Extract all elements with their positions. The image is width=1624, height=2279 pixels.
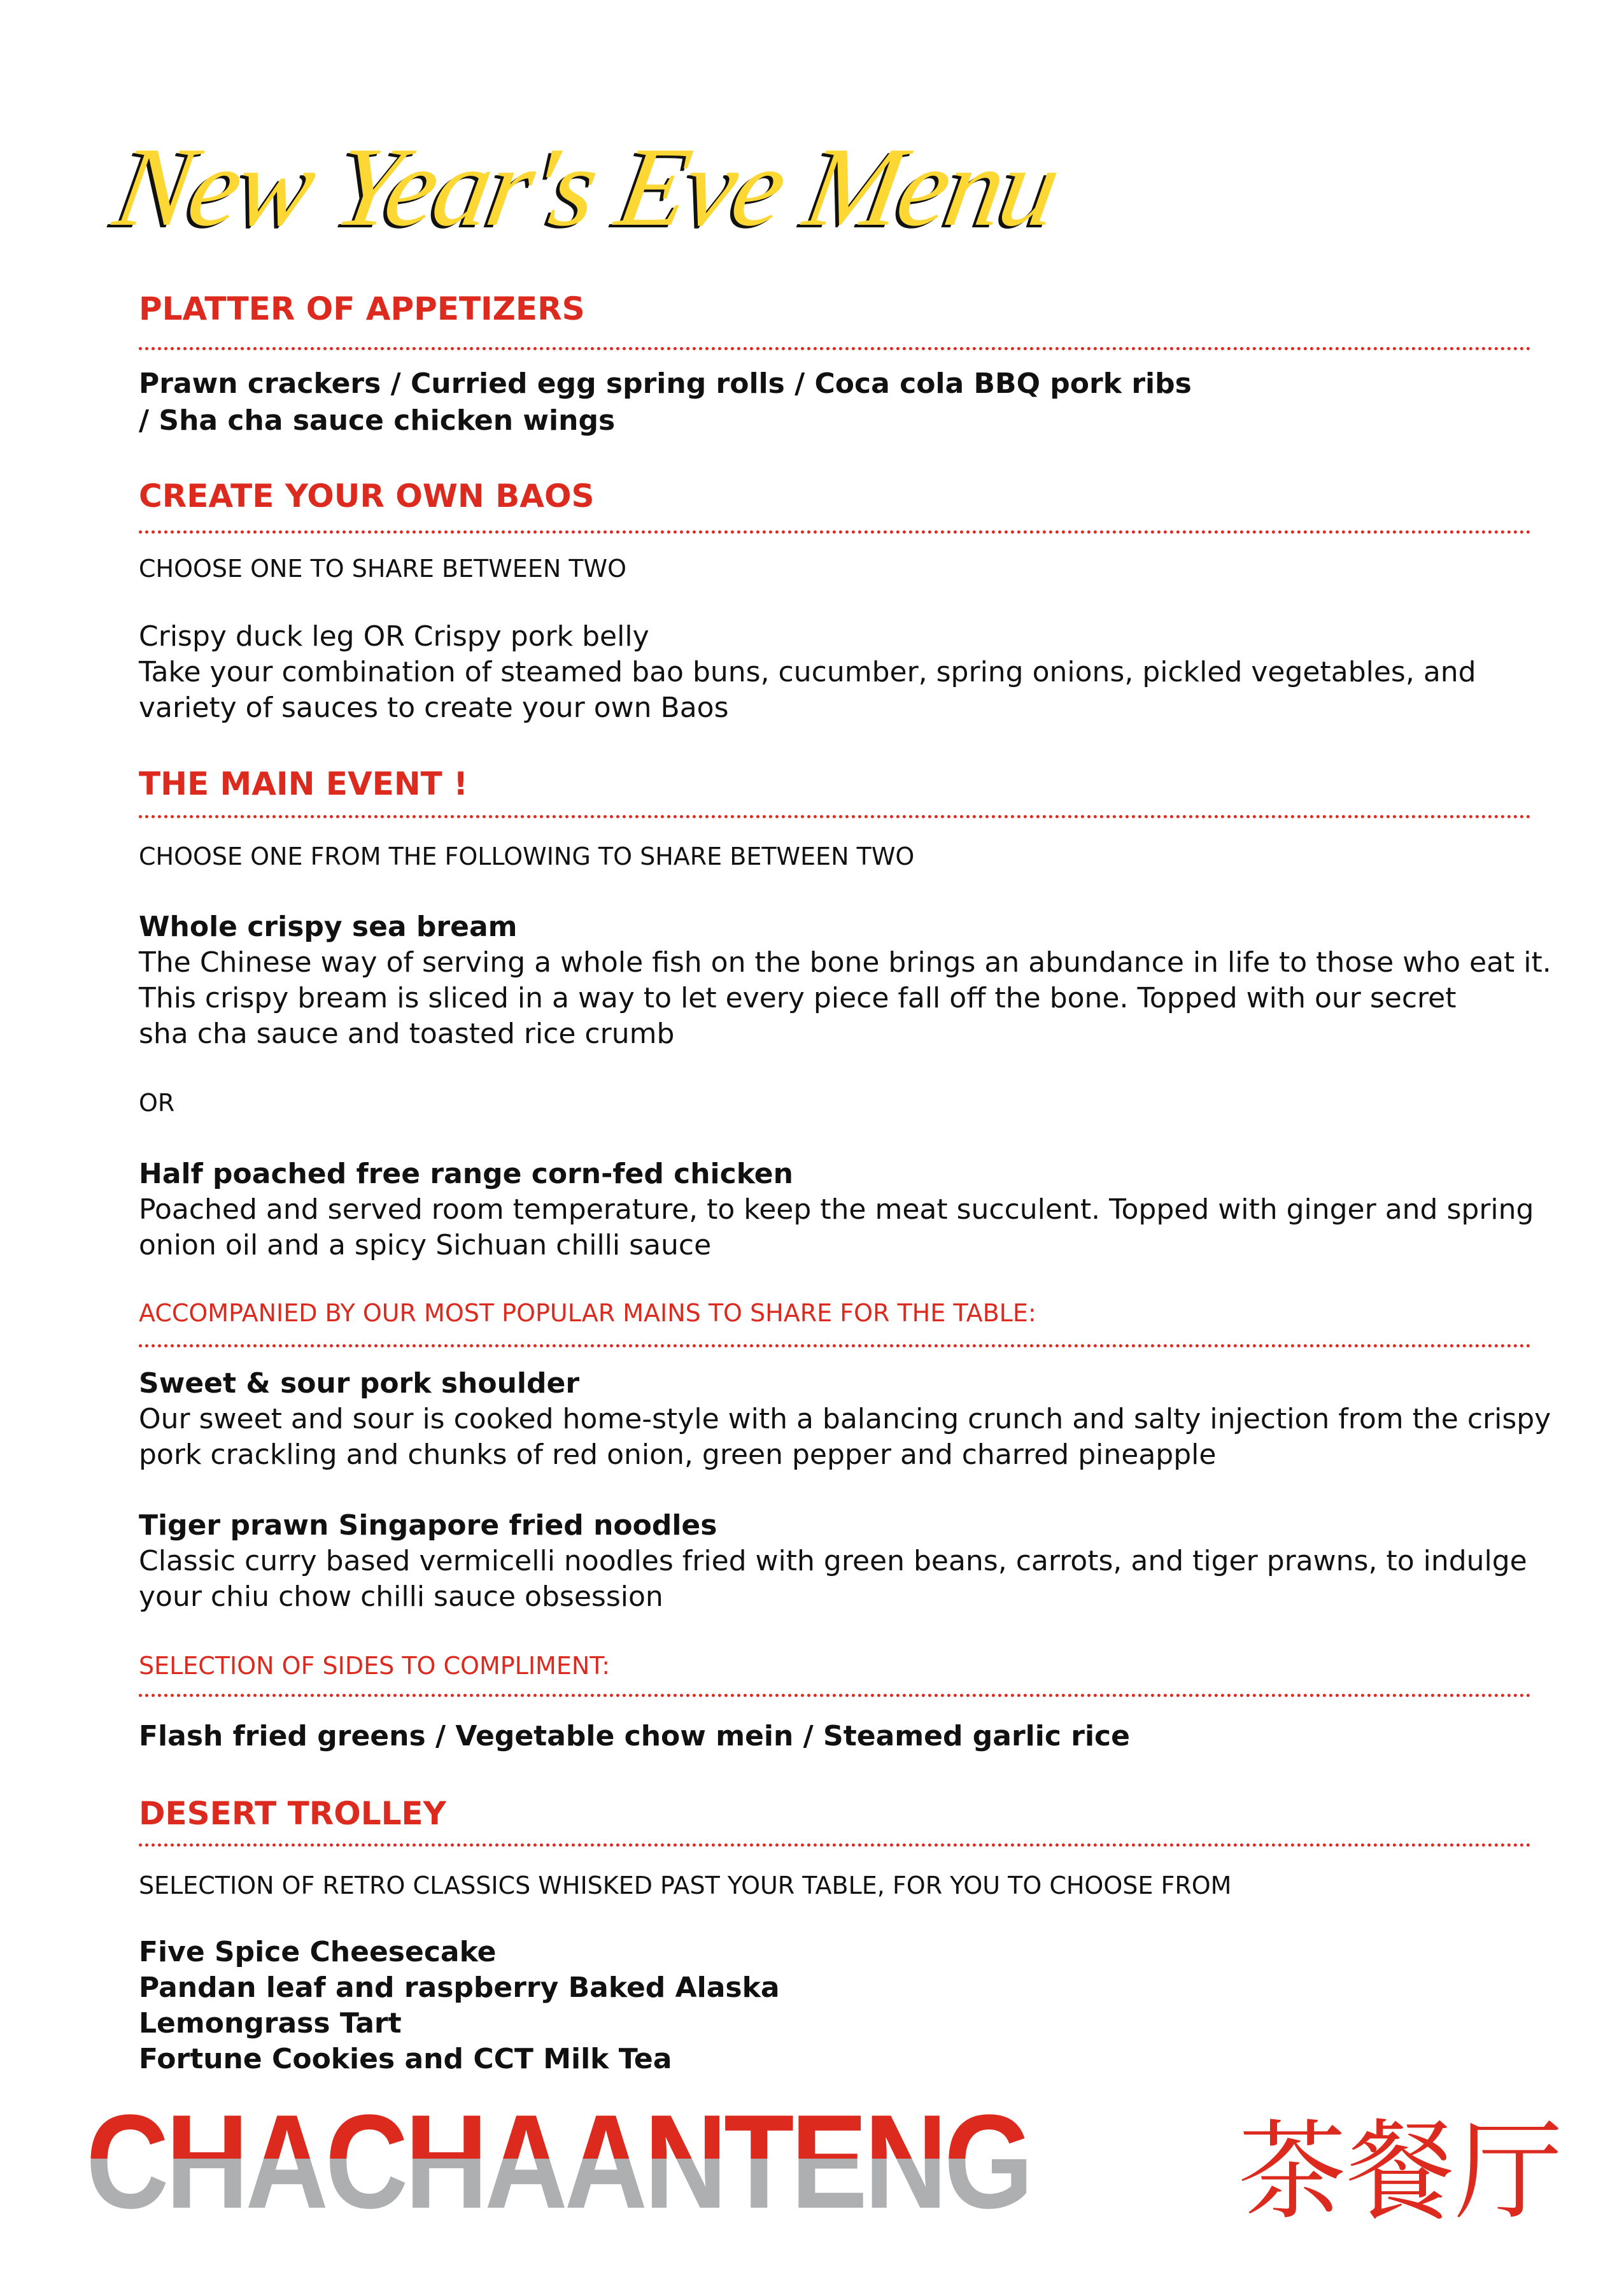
appetizers-line: Prawn crackers / Curried egg spring rolls / Coca cola BBQ pork ribs <box>139 367 1192 400</box>
dish-description: onion oil and a spicy Sichuan chilli sauce <box>139 1229 712 1261</box>
dish-description: sha cha sauce and toasted rice crumb <box>139 1018 675 1050</box>
menu-title: New Year's Eve Menu <box>106 124 1067 250</box>
dish-description: This crispy bream is sliced in a way to let every piece fall off the bone. Topped with our secret <box>139 982 1457 1014</box>
dish-description: The Chinese way of serving a whole fish on the bone brings an abundance in life to those who eat it. <box>139 946 1551 979</box>
logo-wordmark: CHACHAANTENG <box>86 2085 1088 2239</box>
section-heading-appetizers: PLATTER OF APPETIZERS <box>139 290 585 327</box>
dessert-item: Fortune Cookies and CCT Milk Tea <box>139 2043 672 2075</box>
section-heading-accompanied: ACCOMPANIED BY OUR MOST POPULAR MAINS TO SHARE FOR THE TABLE: <box>139 1299 1036 1327</box>
sides-line: Flash fried greens / Vegetable chow mein / Steamed garlic rice <box>139 1720 1130 1752</box>
section-heading-baos: CREATE YOUR OWN BAOS <box>139 478 595 515</box>
dish-description: Our sweet and sour is cooked home-style with a balancing crunch and salty injection from the crispy <box>139 1403 1551 1435</box>
dish-name: Sweet & sour pork shoulder <box>139 1367 580 1400</box>
baos-line: Take your combination of steamed bao buns, cucumber, spring onions, pickled vegetables, and <box>139 656 1476 688</box>
section-heading-sides: SELECTION OF SIDES TO COMPLIMENT: <box>139 1652 611 1680</box>
dish-description: your chiu chow chilli sauce obsession <box>139 1580 663 1613</box>
divider <box>139 1843 1531 1847</box>
dish-description: pork crackling and chunks of red onion, green pepper and charred pineapple <box>139 1438 1217 1471</box>
divider <box>139 1694 1531 1697</box>
divider <box>139 530 1531 534</box>
baos-line: Crispy duck leg OR Crispy pork belly <box>139 620 649 653</box>
divider <box>139 1344 1531 1347</box>
brand-logo <box>86 2087 1564 2236</box>
dish-description: Poached and served room temperature, to keep the meat succulent. Topped with ginger and spring <box>139 1193 1534 1226</box>
dish-name: Half poached free range corn-fed chicken <box>139 1158 793 1190</box>
desert-note: SELECTION OF RETRO CLASSICS WHISKED PAST YOUR TABLE, FOR YOU TO CHOOSE FROM <box>139 1871 1232 1899</box>
divider <box>139 347 1531 350</box>
dessert-item: Pandan leaf and raspberry Baked Alaska <box>139 1971 780 2004</box>
divider <box>139 815 1531 818</box>
section-heading-desert: DESERT TROLLEY <box>139 1795 446 1832</box>
dish-name: Tiger prawn Singapore fried noodles <box>139 1509 717 1542</box>
dessert-item: Five Spice Cheesecake <box>139 1936 497 1968</box>
or-label: OR <box>139 1089 175 1117</box>
dessert-item: Lemongrass Tart <box>139 2007 402 2040</box>
baos-note: CHOOSE ONE TO SHARE BETWEEN TWO <box>139 555 627 583</box>
baos-line: variety of sauces to create your own Baos <box>139 692 729 724</box>
logo-chinese: 茶餐厅 <box>1238 2108 1564 2235</box>
section-heading-main: THE MAIN EVENT ! <box>139 765 468 802</box>
dish-description: Classic curry based vermicelli noodles fried with green beans, carrots, and tiger prawns, to indulge <box>139 1545 1527 1577</box>
appetizers-line: / Sha cha sauce chicken wings <box>139 404 616 437</box>
dish-name: Whole crispy sea bream <box>139 911 518 943</box>
main-note: CHOOSE ONE FROM THE FOLLOWING TO SHARE BETWEEN TWO <box>139 842 915 870</box>
